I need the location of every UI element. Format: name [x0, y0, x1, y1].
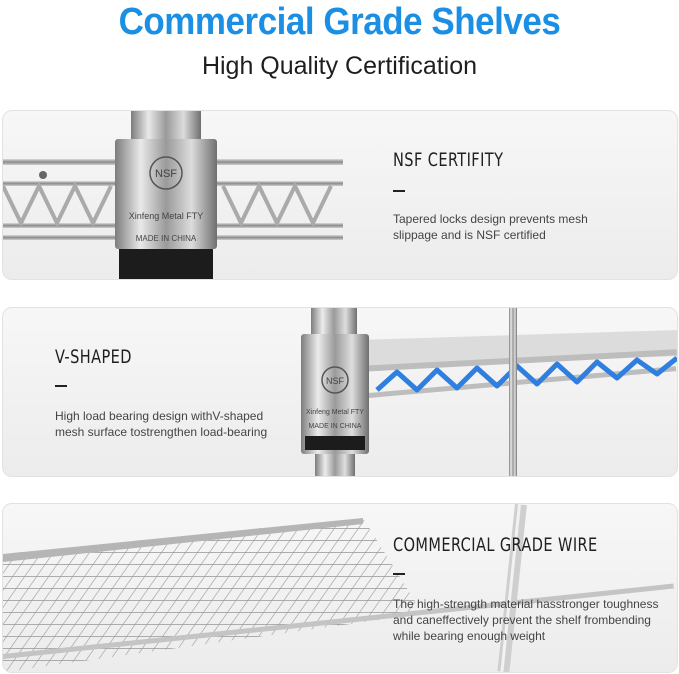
- nsf-logo-text: NSF: [155, 168, 177, 180]
- lock-engraving-line1: Xinfeng Metal FTY: [128, 211, 204, 221]
- nsf-description-line1: Tapered locks design prevents mesh: [393, 212, 588, 226]
- lock-engraving-line2: MADE IN CHINA: [135, 234, 197, 243]
- v-lock-engraving-line1: Xinfeng Metal FTY: [306, 409, 364, 416]
- v-shaped-dash: [55, 385, 67, 387]
- page-subtitle: High Quality Certification: [201, 52, 478, 80]
- commercial-wire-panel: [2, 503, 678, 673]
- wire-mesh-image: [3, 504, 677, 672]
- v-shaped-wire-image: [297, 308, 677, 476]
- wire-dash: [393, 573, 405, 575]
- nsf-lock-image: [3, 111, 343, 279]
- nsf-heading: NSF CERTIFITY: [393, 149, 504, 171]
- nsf-dash: [393, 190, 405, 192]
- wire-description: [393, 596, 658, 644]
- wire-description-line1: The high-strength material hasstronger toughness: [393, 597, 659, 611]
- v-lock-engraving-line2: MADE IN CHINA: [308, 423, 362, 430]
- v-shaped-panel: [2, 307, 678, 477]
- wire-description-line2: and caneffectively prevent the shelf frombending: [393, 613, 651, 627]
- v-shaped-heading: V-SHAPED: [55, 346, 132, 368]
- wire-heading: COMMERCIAL GRADE WIRE: [393, 534, 598, 556]
- nsf-description-line2: slippage and is NSF certified: [393, 228, 546, 242]
- v-shaped-description-line2: mesh surface tostrengthen load-bearing: [55, 425, 268, 439]
- nsf-panel: [2, 110, 678, 280]
- v-shaped-description: [55, 408, 267, 440]
- page-title: Commercial Grade Shelves: [118, 1, 561, 43]
- nsf-description: [393, 211, 588, 243]
- v-nsf-logo-text: NSF: [326, 376, 344, 386]
- v-shaped-description-line1: High load bearing design withV-shaped: [55, 409, 264, 423]
- wire-description-line3: while bearing enough weight: [393, 629, 546, 643]
